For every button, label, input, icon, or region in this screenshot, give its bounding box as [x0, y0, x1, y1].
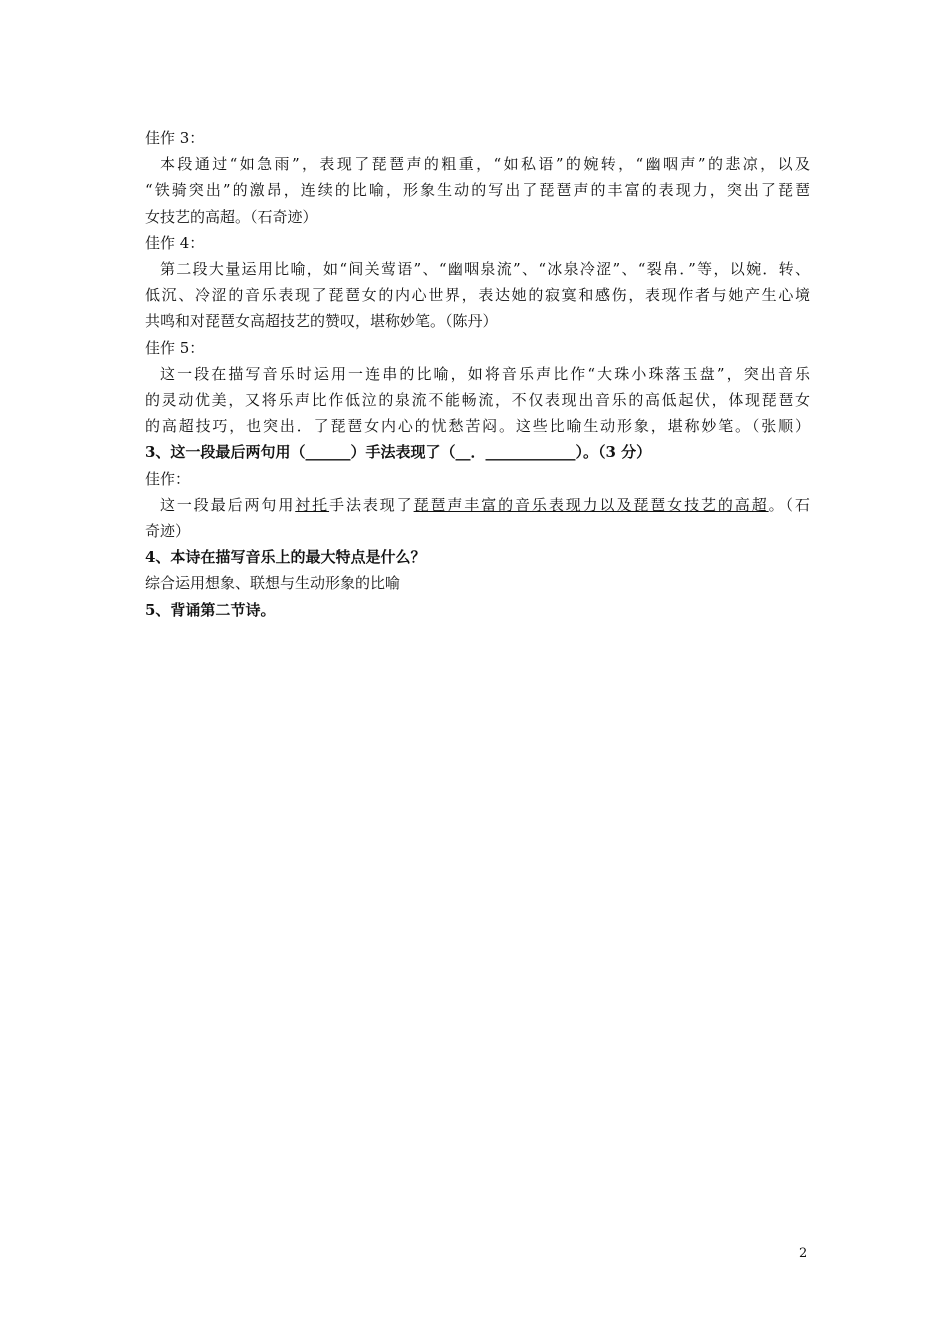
jiazuo6-text-middle: 手法表现了 [329, 495, 414, 514]
jiazuo3-line-1: 本段通过“如急雨”，表现了琵琶声的粗重，“如私语”的婉转，“幽咽声”的悲凉，以及 [160, 155, 810, 174]
jiazuo6-text-before: 这一段最后两句用 [160, 495, 296, 514]
jiazuo5-title: 佳作 5： [145, 338, 205, 357]
jiazuo6-title: 佳作： [145, 469, 191, 488]
jiazuo6-underline-effect: 琵琶声丰富的音乐表现力以及琵琶女技艺的高超 [413, 495, 769, 514]
jiazuo4-line-2: 低沉、冷涩的音乐表现了琵琶女的内心世界，表达她的寂寞和感伤，表现作者与她产生心境 [145, 286, 810, 305]
jiazuo5-line-1: 这一段在描写音乐时运用一连串的比喻，如将音乐声比作“大珠小珠落玉盘”，突出音乐 [160, 364, 810, 383]
jiazuo4-line-3: 共鸣和对琵琶女高超技艺的赞叹，堪称妙笔。（陈丹） [145, 312, 498, 331]
question-3: 3、这一段最后两句用（______）手法表现了（__．____________）。（3 分） [145, 443, 652, 462]
jiazuo6-line-2: 奇迹） [145, 522, 191, 541]
jiazuo6-underline-technique: 衬托 [295, 495, 330, 514]
question-4: 4、本诗在描写音乐上的最大特点是什么？ [145, 548, 426, 567]
jiazuo6-text-after: 。（石 [768, 495, 810, 514]
jiazuo3-line-3: 女技艺的高超。（石奇迹） [145, 207, 318, 226]
answer-4: 综合运用想象、联想与生动形象的比喻 [145, 574, 401, 593]
jiazuo5-line-2: 的灵动优美，又将乐声比作低泣的泉流不能畅流，不仅表现出音乐的高低起伏，体现琵琶女 [145, 391, 810, 410]
jiazuo6-line-1 [145, 492, 810, 518]
jiazuo4-line-1: 第二段大量运用比喻，如“间关莺语”、“幽咽泉流”、“冰泉冷涩”、“裂帛．”等，以婉．转、 [160, 260, 810, 279]
jiazuo3-title: 佳作 3： [145, 129, 205, 147]
document-body [145, 125, 810, 623]
page-number: 2 [799, 1246, 808, 1261]
jiazuo3-line-2: “铁骑突出”的激昂，连续的比喻，形象生动的写出了琵琶声的丰富的表现力，突出了琵琶 [145, 181, 810, 200]
question-5: 5、背诵第二节诗。 [145, 600, 276, 619]
jiazuo5-line-3: 的高超技巧，也突出．了琵琶女内心的忧愁苦闷。这些比喻生动形象，堪称妙笔。（张顺） [145, 417, 810, 436]
jiazuo4-title: 佳作 4： [145, 233, 205, 252]
